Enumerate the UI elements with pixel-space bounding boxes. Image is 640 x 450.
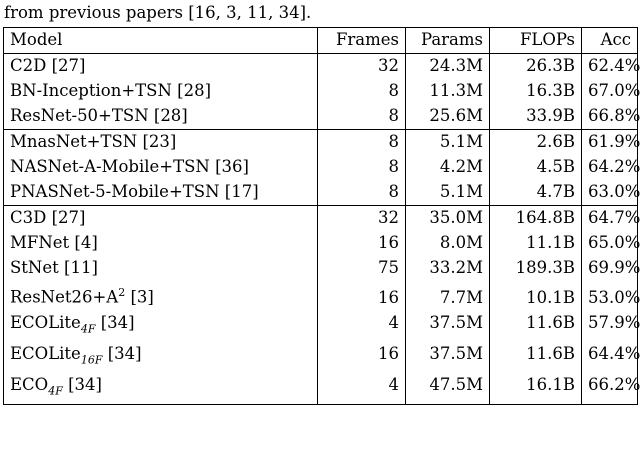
cell-frames: 16 xyxy=(318,281,406,311)
cell-frames: 4 xyxy=(318,373,406,405)
cell-frames: 4 xyxy=(318,311,406,342)
cell-frames: 8 xyxy=(318,180,406,206)
cell-frames: 32 xyxy=(318,206,406,232)
cell-model: ResNet-50+TSN [28] xyxy=(4,104,318,130)
table-row xyxy=(4,79,638,104)
cell-acc: 66.2% xyxy=(582,373,638,405)
cell-params: 7.7M xyxy=(406,281,490,311)
cell-acc: 64.2% xyxy=(582,155,638,180)
cell-flops: 4.7B xyxy=(490,180,582,206)
cell-model: PNASNet-5-Mobile+TSN [17] xyxy=(4,180,318,206)
cell-frames: 16 xyxy=(318,231,406,256)
cell-params: 24.3M xyxy=(406,54,490,80)
table-row xyxy=(4,130,638,156)
cell-model: $ResNet26+A^2$ [3] xyxy=(4,281,318,311)
cell-acc: 57.9% xyxy=(582,311,638,342)
cell-acc: 69.9% xyxy=(582,256,638,281)
cell-frames: 8 xyxy=(318,130,406,156)
cell-frames: 16 xyxy=(318,342,406,373)
cell-acc: 53.0% xyxy=(582,281,638,311)
cell-params: 33.2M xyxy=(406,256,490,281)
cell-params: 5.1M xyxy=(406,130,490,156)
cell-model: ECOLite$_{16F}$ [34] xyxy=(4,342,318,373)
cell-flops: 33.9B xyxy=(490,104,582,130)
cell-flops: 4.5B xyxy=(490,155,582,180)
cell-model: StNet [11] xyxy=(4,256,318,281)
cell-model: MnasNet+TSN [23] xyxy=(4,130,318,156)
table-row xyxy=(4,155,638,180)
column-header-acc: Acc xyxy=(582,28,638,54)
cell-acc: 64.4% xyxy=(582,342,638,373)
table-row xyxy=(4,373,638,405)
cell-params: 4.2M xyxy=(406,155,490,180)
cell-frames: 8 xyxy=(318,79,406,104)
cell-frames: 75 xyxy=(318,256,406,281)
column-header-frames: Frames xyxy=(318,28,406,54)
table-row xyxy=(4,342,638,373)
cell-acc: 62.4% xyxy=(582,54,638,80)
cell-flops: 11.6B xyxy=(490,311,582,342)
column-header-params: Params xyxy=(406,28,490,54)
cell-flops: 11.1B xyxy=(490,231,582,256)
table-row xyxy=(4,206,638,232)
cell-model: C3D [27] xyxy=(4,206,318,232)
table-row xyxy=(4,256,638,281)
cell-params: 47.5M xyxy=(406,373,490,405)
cell-model: C2D [27] xyxy=(4,54,318,80)
cell-flops: 16.1B xyxy=(490,373,582,405)
cell-acc: 61.9% xyxy=(582,130,638,156)
table-row xyxy=(4,54,638,80)
table-row xyxy=(4,281,638,311)
column-header-flops: FLOPs xyxy=(490,28,582,54)
cell-params: 35.0M xyxy=(406,206,490,232)
cell-params: 25.6M xyxy=(406,104,490,130)
cell-params: 37.5M xyxy=(406,311,490,342)
column-header-model: Model xyxy=(4,28,318,54)
cell-model: NASNet-A-Mobile+TSN [36] xyxy=(4,155,318,180)
cell-frames: 8 xyxy=(318,155,406,180)
cell-model: MFNet [4] xyxy=(4,231,318,256)
cell-model: $ECO_{4F}$ [34] xyxy=(4,373,318,405)
cell-flops: 189.3B xyxy=(490,256,582,281)
table-row xyxy=(4,104,638,130)
cell-model: ECOLite$_{4F}$ [34] xyxy=(4,311,318,342)
cell-params: 11.3M xyxy=(406,79,490,104)
cell-flops: 16.3B xyxy=(490,79,582,104)
cell-acc: 67.0% xyxy=(582,79,638,104)
table-header-row xyxy=(4,28,638,54)
table-row xyxy=(4,231,638,256)
cell-flops: 10.1B xyxy=(490,281,582,311)
cell-params: 8.0M xyxy=(406,231,490,256)
cell-frames: 32 xyxy=(318,54,406,80)
caption-text: from previous papers [16, 3, 11, 34]. xyxy=(4,3,312,22)
cell-params: 5.1M xyxy=(406,180,490,206)
results-table xyxy=(3,27,638,405)
cell-flops: 26.3B xyxy=(490,54,582,80)
cell-acc: 65.0% xyxy=(582,231,638,256)
table-row xyxy=(4,311,638,342)
cell-acc: 64.7% xyxy=(582,206,638,232)
cell-acc: 63.0% xyxy=(582,180,638,206)
cell-flops: 164.8B xyxy=(490,206,582,232)
cell-flops: 11.6B xyxy=(490,342,582,373)
cell-params: 37.5M xyxy=(406,342,490,373)
cell-acc: 66.8% xyxy=(582,104,638,130)
cell-frames: 8 xyxy=(318,104,406,130)
cell-model: BN-Inception+TSN [28] xyxy=(4,79,318,104)
table-row xyxy=(4,180,638,206)
cell-flops: 2.6B xyxy=(490,130,582,156)
